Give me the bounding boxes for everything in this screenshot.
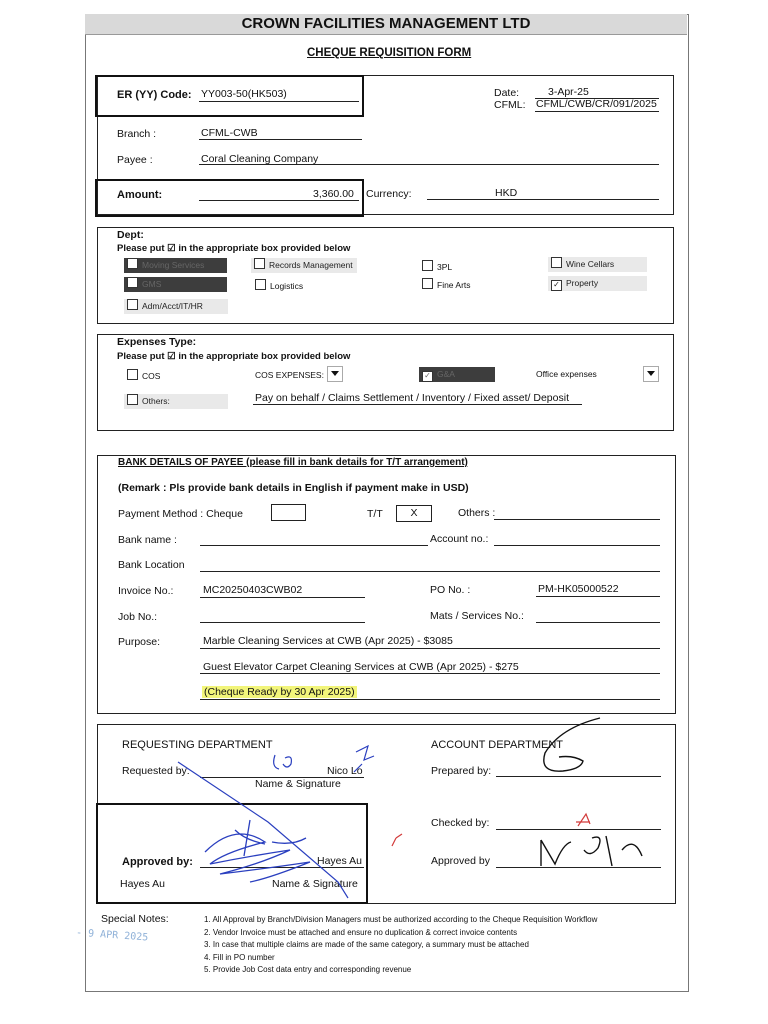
dept-option-wine-cellars[interactable]: Wine Cellars <box>548 257 647 272</box>
others-payment-label: Others : <box>458 507 496 519</box>
expense-option-cos[interactable]: COS <box>127 369 160 382</box>
checked-by-label: Checked by: <box>431 817 490 829</box>
date-value: 3-Apr-25 <box>548 86 589 98</box>
account-dept-title: ACCOUNT DEPARTMENT <box>431 739 564 751</box>
mats-services-label: Mats / Services No.: <box>430 610 524 622</box>
approver-name-below: Hayes Au <box>120 878 165 890</box>
er-code-value: YY003-50(HK503) <box>201 88 287 100</box>
dept-option-records-management[interactable]: Records Management <box>251 258 357 273</box>
payment-method-label: Payment Method : Cheque <box>118 508 243 520</box>
requested-by-slash-stroke <box>178 762 348 898</box>
currency-value: HKD <box>495 187 518 199</box>
note-item: 4. Fill in PO number <box>204 952 275 962</box>
dept-title: Dept: <box>117 229 144 241</box>
approved-by-label-2: Approved by <box>431 855 490 867</box>
payee-label: Payee : <box>117 154 153 166</box>
purpose-line-2: Guest Elevator Carpet Cleaning Services at CWB (Apr 2025) - $275 <box>203 661 519 673</box>
cos-expenses-label: COS EXPENSES: <box>255 370 324 380</box>
er-code-label: ER (YY) Code: <box>117 89 192 101</box>
bank-remark: (Remark : Pls provide bank details in English if payment make in USD) <box>118 482 469 494</box>
requested-by-name: Nico Lo <box>327 765 363 777</box>
requester-initials-signature <box>274 755 292 769</box>
form-title: CHEQUE REQUISITION FORM <box>307 47 472 59</box>
payee-value: Coral Cleaning Company <box>201 153 319 165</box>
dept-instruction: Please put ☑ in the appropriate box provided below <box>117 243 351 254</box>
tt-box[interactable]: X <box>396 505 432 522</box>
purpose-label: Purpose: <box>118 636 161 648</box>
accountant-signature-approved <box>541 836 642 866</box>
note-item: 5. Provide Job Cost data entry and corresponding revenue <box>204 965 412 975</box>
po-no-value: PM-HK05000522 <box>538 583 619 595</box>
stray-red-tick <box>392 834 402 846</box>
dept-option-property[interactable]: ✓ Property <box>548 276 647 291</box>
dept-option-moving-services[interactable]: Moving Services <box>124 258 227 273</box>
po-no-label: PO No. : <box>430 584 471 596</box>
tt-label: T/T <box>367 508 383 520</box>
checkmark-icon: ✓ <box>551 280 562 291</box>
office-expenses-label: Office expenses <box>536 369 597 379</box>
others-expense-value: Pay on behalf / Claims Settlement / Inventory / Fixed asset/ Deposit <box>255 392 569 404</box>
accountant-signature-prepared <box>544 718 600 771</box>
dept-option-logistics[interactable]: Logistics <box>255 279 303 292</box>
special-notes-title: Special Notes: <box>101 913 169 925</box>
name-signature-label-1: Name & Signature <box>255 778 341 790</box>
branch-label: Branch : <box>117 128 157 140</box>
branch-value: CFML-CWB <box>201 127 258 139</box>
name-signature-label-2: Name & Signature <box>272 878 358 890</box>
expense-option-others[interactable]: Others: <box>124 394 228 409</box>
bank-title: BANK DETAILS OF PAYEE (please fill in bank details for T/T arrangement) <box>118 457 468 468</box>
invoice-no-value: MC20250403CWB02 <box>203 584 303 596</box>
dept-option-fine-arts[interactable]: Fine Arts <box>422 278 471 291</box>
dept-option-adm-acct-it-hr[interactable]: Adm/Acct/IT/HR <box>124 299 228 314</box>
company-title: CROWN FACILITIES MANAGEMENT LTD <box>85 14 687 35</box>
approved-by-label: Approved by: <box>122 856 193 868</box>
currency-label: Currency: <box>366 188 412 200</box>
expenses-title: Expenses Type: <box>117 336 197 348</box>
expenses-instruction: Please put ☑ in the appropriate box provided below <box>117 351 351 362</box>
checkmark-icon: ✓ <box>422 371 433 382</box>
invoice-no-label: Invoice No.: <box>118 585 174 597</box>
received-date-stamp: - 9 APR 2025 <box>75 927 149 944</box>
approver-signature <box>205 820 310 882</box>
dept-option-3pl[interactable]: 3PL <box>422 260 452 273</box>
purpose-line-1: Marble Cleaning Services at CWB (Apr 2025) - $3085 <box>203 635 453 647</box>
note-item: 1. All Approval by Branch/Division Managers must be authorized according to the Cheque Requisition Workflow <box>204 915 598 924</box>
requested-by-label: Requested by: <box>122 765 190 777</box>
checker-red-mark <box>576 814 590 826</box>
account-no-label: Account no.: <box>430 533 489 545</box>
amount-value: 3,360.00 <box>313 188 354 200</box>
bank-location-label: Bank Location <box>118 559 185 571</box>
requester-initials-flourish <box>354 746 374 772</box>
amount-label: Amount: <box>117 189 163 201</box>
note-item: 2. Vendor Invoice must be attached and ensure no duplication & correct invoice contents <box>204 927 518 937</box>
approved-by-name: Hayes Au <box>317 855 362 867</box>
expense-option-ga[interactable]: ✓ G&A <box>419 367 495 382</box>
note-item: 3. In case that multiple claims are made of the same category, a summary must be attached <box>204 940 529 950</box>
purpose-line-3: (Cheque Ready by 30 Apr 2025) <box>204 686 355 698</box>
cfml-label: CFML: <box>494 99 526 111</box>
date-label: Date: <box>494 87 520 99</box>
requesting-dept-title: REQUESTING DEPARTMENT <box>122 739 273 751</box>
dept-option-gms[interactable]: GMS <box>124 277 227 292</box>
cfml-value: CFML/CWB/CR/091/2025 <box>536 98 657 110</box>
bank-name-label: Bank name : <box>118 534 177 546</box>
special-notes-list <box>204 914 597 977</box>
job-no-label: Job No.: <box>118 611 158 623</box>
prepared-by-label: Prepared by: <box>431 765 492 777</box>
